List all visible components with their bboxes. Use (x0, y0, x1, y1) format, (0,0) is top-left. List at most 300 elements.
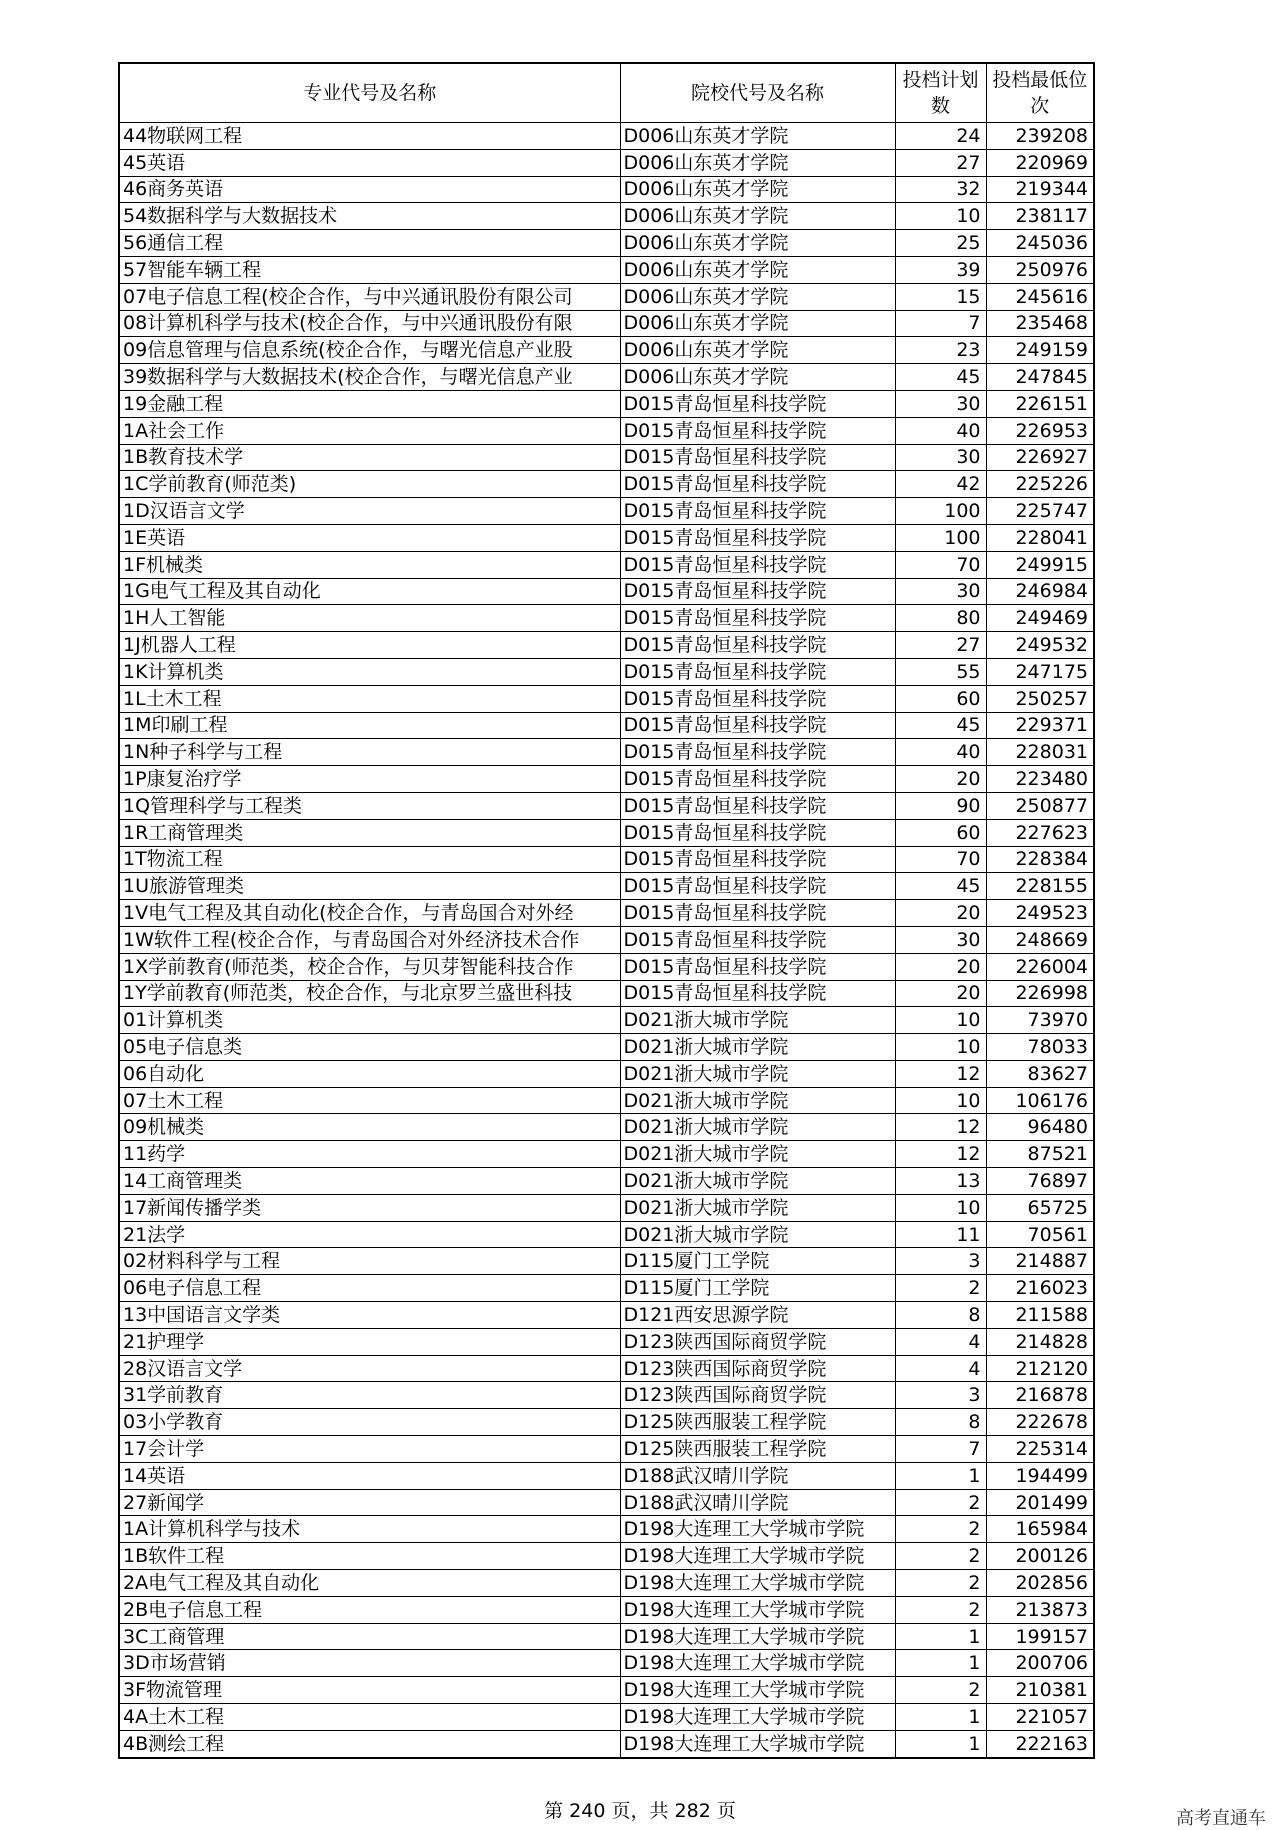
major-cell: 28汉语言文学 (119, 1355, 620, 1382)
major-cell: 14工商管理类 (119, 1168, 620, 1195)
school-cell: D015青岛恒星科技学院 (620, 873, 895, 900)
min-rank-cell: 76897 (986, 1168, 1094, 1195)
min-rank-cell: 248669 (986, 926, 1094, 953)
major-cell: 2B电子信息工程 (119, 1596, 620, 1623)
page-footer: 第 240 页，共 282 页 (544, 1800, 736, 1822)
school-cell: D021浙大城市学院 (620, 1034, 895, 1061)
table-row (119, 1382, 1094, 1409)
school-cell: D006山东英才学院 (620, 256, 895, 283)
major-cell: 2A电气工程及其自动化 (119, 1570, 620, 1597)
table-body (119, 123, 1094, 1758)
major-cell: 08计算机科学与技术(校企合作，与中兴通讯股份有限 (119, 310, 620, 337)
school-cell: D015青岛恒星科技学院 (620, 658, 895, 685)
header-plan-count: 投档计划数 (895, 63, 986, 123)
plan-count-cell: 8 (895, 1302, 986, 1329)
major-cell: 1U旅游管理类 (119, 873, 620, 900)
min-rank-cell: 200706 (986, 1650, 1094, 1677)
major-cell: 06自动化 (119, 1060, 620, 1087)
plan-count-cell: 1 (895, 1462, 986, 1489)
table-row (119, 1275, 1094, 1302)
school-cell: D198大连理工大学城市学院 (620, 1516, 895, 1543)
plan-count-cell: 1 (895, 1623, 986, 1650)
plan-count-cell: 2 (895, 1596, 986, 1623)
major-cell: 57智能车辆工程 (119, 256, 620, 283)
school-cell: D015青岛恒星科技学院 (620, 417, 895, 444)
plan-count-cell: 2 (895, 1677, 986, 1704)
table-row (119, 1623, 1094, 1650)
table-row (119, 524, 1094, 551)
table-row (119, 256, 1094, 283)
table-row (119, 1462, 1094, 1489)
school-cell: D021浙大城市学院 (620, 1194, 895, 1221)
major-cell: 3C工商管理 (119, 1623, 620, 1650)
plan-count-cell: 10 (895, 1034, 986, 1061)
major-cell: 21护理学 (119, 1328, 620, 1355)
plan-count-cell: 10 (895, 1194, 986, 1221)
school-cell: D198大连理工大学城市学院 (620, 1570, 895, 1597)
min-rank-cell: 212120 (986, 1355, 1094, 1382)
table-row (119, 310, 1094, 337)
min-rank-cell: 239208 (986, 123, 1094, 150)
table-row (119, 498, 1094, 525)
school-cell: D015青岛恒星科技学院 (620, 685, 895, 712)
table-row (119, 230, 1094, 257)
plan-count-cell: 8 (895, 1409, 986, 1436)
school-cell: D006山东英才学院 (620, 364, 895, 391)
major-cell: 39数据科学与大数据技术(校企合作，与曙光信息产业 (119, 364, 620, 391)
table-row (119, 149, 1094, 176)
plan-count-cell: 27 (895, 149, 986, 176)
plan-count-cell: 20 (895, 953, 986, 980)
table-row (119, 578, 1094, 605)
min-rank-cell: 200126 (986, 1543, 1094, 1570)
major-cell: 1K计算机类 (119, 658, 620, 685)
school-cell: D021浙大城市学院 (620, 1087, 895, 1114)
school-cell: D115厦门工学院 (620, 1248, 895, 1275)
min-rank-cell: 225314 (986, 1436, 1094, 1463)
major-cell: 3F物流管理 (119, 1677, 620, 1704)
table-row (119, 846, 1094, 873)
school-cell: D015青岛恒星科技学院 (620, 739, 895, 766)
min-rank-cell: 235468 (986, 310, 1094, 337)
table-row (119, 1409, 1094, 1436)
plan-count-cell: 32 (895, 176, 986, 203)
table-row (119, 1194, 1094, 1221)
plan-count-cell: 40 (895, 417, 986, 444)
table-row (119, 900, 1094, 927)
plan-count-cell: 27 (895, 632, 986, 659)
plan-count-cell: 40 (895, 739, 986, 766)
school-cell: D006山东英才学院 (620, 203, 895, 230)
major-cell: 17会计学 (119, 1436, 620, 1463)
plan-count-cell: 3 (895, 1248, 986, 1275)
plan-count-cell: 30 (895, 926, 986, 953)
admission-table (118, 62, 1095, 1759)
table-row (119, 1060, 1094, 1087)
major-cell: 1C学前教育(师范类) (119, 471, 620, 498)
min-rank-cell: 225747 (986, 498, 1094, 525)
table-row (119, 819, 1094, 846)
school-cell: D021浙大城市学院 (620, 1114, 895, 1141)
min-rank-cell: 249159 (986, 337, 1094, 364)
min-rank-cell: 220969 (986, 149, 1094, 176)
plan-count-cell: 20 (895, 980, 986, 1007)
major-cell: 1M印刷工程 (119, 712, 620, 739)
min-rank-cell: 226998 (986, 980, 1094, 1007)
min-rank-cell: 226151 (986, 390, 1094, 417)
table-row (119, 792, 1094, 819)
table-row (119, 471, 1094, 498)
school-cell: D198大连理工大学城市学院 (620, 1704, 895, 1731)
major-cell: 1E英语 (119, 524, 620, 551)
major-cell: 01计算机类 (119, 1007, 620, 1034)
major-cell: 45英语 (119, 149, 620, 176)
table-row (119, 123, 1094, 150)
plan-count-cell: 42 (895, 471, 986, 498)
plan-count-cell: 30 (895, 444, 986, 471)
school-cell: D015青岛恒星科技学院 (620, 524, 895, 551)
table-row (119, 1436, 1094, 1463)
table-row (119, 632, 1094, 659)
plan-count-cell: 2 (895, 1570, 986, 1597)
school-cell: D006山东英才学院 (620, 337, 895, 364)
major-cell: 1D汉语言文学 (119, 498, 620, 525)
school-cell: D006山东英才学院 (620, 230, 895, 257)
plan-count-cell: 30 (895, 390, 986, 417)
table-row (119, 1168, 1094, 1195)
major-cell: 1X学前教育(师范类，校企合作，与贝芽智能科技合作 (119, 953, 620, 980)
school-cell: D123陕西国际商贸学院 (620, 1355, 895, 1382)
table-row (119, 926, 1094, 953)
school-cell: D015青岛恒星科技学院 (620, 632, 895, 659)
major-cell: 46商务英语 (119, 176, 620, 203)
table-row (119, 1007, 1094, 1034)
school-cell: D021浙大城市学院 (620, 1168, 895, 1195)
table-row (119, 1650, 1094, 1677)
table-row (119, 1034, 1094, 1061)
table-row (119, 712, 1094, 739)
table-row (119, 766, 1094, 793)
min-rank-cell: 214828 (986, 1328, 1094, 1355)
major-cell: 1F机械类 (119, 551, 620, 578)
min-rank-cell: 213873 (986, 1596, 1094, 1623)
plan-count-cell: 23 (895, 337, 986, 364)
school-cell: D015青岛恒星科技学院 (620, 498, 895, 525)
plan-count-cell: 80 (895, 605, 986, 632)
plan-count-cell: 2 (895, 1275, 986, 1302)
major-cell: 09信息管理与信息系统(校企合作，与曙光信息产业股 (119, 337, 620, 364)
plan-count-cell: 13 (895, 1168, 986, 1195)
min-rank-cell: 227623 (986, 819, 1094, 846)
table-row (119, 283, 1094, 310)
plan-count-cell: 3 (895, 1382, 986, 1409)
min-rank-cell: 221057 (986, 1704, 1094, 1731)
plan-count-cell: 10 (895, 1087, 986, 1114)
min-rank-cell: 96480 (986, 1114, 1094, 1141)
min-rank-cell: 226953 (986, 417, 1094, 444)
major-cell: 1L土木工程 (119, 685, 620, 712)
major-cell: 1P康复治疗学 (119, 766, 620, 793)
plan-count-cell: 10 (895, 203, 986, 230)
min-rank-cell: 210381 (986, 1677, 1094, 1704)
min-rank-cell: 106176 (986, 1087, 1094, 1114)
plan-count-cell: 45 (895, 364, 986, 391)
major-cell: 4A土木工程 (119, 1704, 620, 1731)
table-row (119, 1302, 1094, 1329)
school-cell: D015青岛恒星科技学院 (620, 578, 895, 605)
major-cell: 1W软件工程(校企合作，与青岛国合对外经济技术合作 (119, 926, 620, 953)
min-rank-cell: 70561 (986, 1221, 1094, 1248)
major-cell: 02材料科学与工程 (119, 1248, 620, 1275)
min-rank-cell: 223480 (986, 766, 1094, 793)
table-row (119, 444, 1094, 471)
major-cell: 1V电气工程及其自动化(校企合作，与青岛国合对外经 (119, 900, 620, 927)
major-cell: 17新闻传播学类 (119, 1194, 620, 1221)
school-cell: D015青岛恒星科技学院 (620, 980, 895, 1007)
school-cell: D015青岛恒星科技学院 (620, 926, 895, 953)
plan-count-cell: 12 (895, 1060, 986, 1087)
table-row (119, 1489, 1094, 1516)
major-cell: 31学前教育 (119, 1382, 620, 1409)
school-cell: D006山东英才学院 (620, 283, 895, 310)
table-row (119, 1114, 1094, 1141)
table-row (119, 1248, 1094, 1275)
school-cell: D006山东英才学院 (620, 310, 895, 337)
plan-count-cell: 55 (895, 658, 986, 685)
table-row (119, 1141, 1094, 1168)
plan-count-cell: 39 (895, 256, 986, 283)
min-rank-cell: 216023 (986, 1275, 1094, 1302)
min-rank-cell: 226004 (986, 953, 1094, 980)
plan-count-cell: 70 (895, 846, 986, 873)
plan-count-cell: 20 (895, 900, 986, 927)
table-row (119, 417, 1094, 444)
plan-count-cell: 7 (895, 1436, 986, 1463)
plan-count-cell: 1 (895, 1650, 986, 1677)
table-row (119, 203, 1094, 230)
table-row (119, 176, 1094, 203)
plan-count-cell: 30 (895, 578, 986, 605)
school-cell: D198大连理工大学城市学院 (620, 1650, 895, 1677)
table-row (119, 1677, 1094, 1704)
plan-count-cell: 45 (895, 712, 986, 739)
min-rank-cell: 222678 (986, 1409, 1094, 1436)
plan-count-cell: 100 (895, 524, 986, 551)
school-cell: D015青岛恒星科技学院 (620, 953, 895, 980)
school-cell: D198大连理工大学城市学院 (620, 1730, 895, 1757)
table-row (119, 1221, 1094, 1248)
table-row (119, 337, 1094, 364)
plan-count-cell: 2 (895, 1516, 986, 1543)
major-cell: 13中国语言文学类 (119, 1302, 620, 1329)
major-cell: 14英语 (119, 1462, 620, 1489)
plan-count-cell: 2 (895, 1543, 986, 1570)
major-cell: 07电子信息工程(校企合作，与中兴通讯股份有限公司 (119, 283, 620, 310)
plan-count-cell: 60 (895, 685, 986, 712)
plan-count-cell: 15 (895, 283, 986, 310)
school-cell: D015青岛恒星科技学院 (620, 712, 895, 739)
plan-count-cell: 25 (895, 230, 986, 257)
major-cell: 07土木工程 (119, 1087, 620, 1114)
table-row (119, 1328, 1094, 1355)
min-rank-cell: 216878 (986, 1382, 1094, 1409)
table-header-row (119, 63, 1094, 123)
min-rank-cell: 246984 (986, 578, 1094, 605)
table-row (119, 739, 1094, 766)
min-rank-cell: 165984 (986, 1516, 1094, 1543)
min-rank-cell: 226927 (986, 444, 1094, 471)
min-rank-cell: 219344 (986, 176, 1094, 203)
school-cell: D188武汉晴川学院 (620, 1462, 895, 1489)
major-cell: 21法学 (119, 1221, 620, 1248)
table-row (119, 685, 1094, 712)
school-cell: D198大连理工大学城市学院 (620, 1677, 895, 1704)
table-row (119, 605, 1094, 632)
major-cell: 1Y学前教育(师范类，校企合作，与北京罗兰盛世科技 (119, 980, 620, 1007)
school-cell: D021浙大城市学院 (620, 1007, 895, 1034)
table-row (119, 953, 1094, 980)
school-cell: D121西安思源学院 (620, 1302, 895, 1329)
min-rank-cell: 245036 (986, 230, 1094, 257)
min-rank-cell: 249469 (986, 605, 1094, 632)
min-rank-cell: 228384 (986, 846, 1094, 873)
header-major: 专业代号及名称 (119, 63, 620, 123)
school-cell: D015青岛恒星科技学院 (620, 390, 895, 417)
school-cell: D123陕西国际商贸学院 (620, 1328, 895, 1355)
major-cell: 4B测绘工程 (119, 1730, 620, 1757)
school-cell: D006山东英才学院 (620, 123, 895, 150)
school-cell: D015青岛恒星科技学院 (620, 551, 895, 578)
min-rank-cell: 247845 (986, 364, 1094, 391)
min-rank-cell: 228031 (986, 739, 1094, 766)
table-row (119, 1704, 1094, 1731)
major-cell: 1J机器人工程 (119, 632, 620, 659)
min-rank-cell: 249532 (986, 632, 1094, 659)
min-rank-cell: 250257 (986, 685, 1094, 712)
table-row (119, 980, 1094, 1007)
plan-count-cell: 90 (895, 792, 986, 819)
table-row (119, 658, 1094, 685)
school-cell: D198大连理工大学城市学院 (620, 1543, 895, 1570)
major-cell: 09机械类 (119, 1114, 620, 1141)
min-rank-cell: 87521 (986, 1141, 1094, 1168)
school-cell: D198大连理工大学城市学院 (620, 1596, 895, 1623)
major-cell: 44物联网工程 (119, 123, 620, 150)
min-rank-cell: 199157 (986, 1623, 1094, 1650)
major-cell: 05电子信息类 (119, 1034, 620, 1061)
plan-count-cell: 1 (895, 1704, 986, 1731)
table-row (119, 364, 1094, 391)
major-cell: 1G电气工程及其自动化 (119, 578, 620, 605)
table-row (119, 1087, 1094, 1114)
school-cell: D123陕西国际商贸学院 (620, 1382, 895, 1409)
major-cell: 06电子信息工程 (119, 1275, 620, 1302)
major-cell: 1H人工智能 (119, 605, 620, 632)
min-rank-cell: 225226 (986, 471, 1094, 498)
school-cell: D015青岛恒星科技学院 (620, 766, 895, 793)
school-cell: D015青岛恒星科技学院 (620, 471, 895, 498)
school-cell: D015青岛恒星科技学院 (620, 605, 895, 632)
table-row (119, 1596, 1094, 1623)
school-cell: D015青岛恒星科技学院 (620, 900, 895, 927)
plan-count-cell: 12 (895, 1114, 986, 1141)
plan-count-cell: 7 (895, 310, 986, 337)
school-cell: D115厦门工学院 (620, 1275, 895, 1302)
major-cell: 1N种子科学与工程 (119, 739, 620, 766)
table-row (119, 1516, 1094, 1543)
school-cell: D021浙大城市学院 (620, 1221, 895, 1248)
min-rank-cell: 250877 (986, 792, 1094, 819)
min-rank-cell: 211588 (986, 1302, 1094, 1329)
plan-count-cell: 70 (895, 551, 986, 578)
plan-count-cell: 100 (895, 498, 986, 525)
min-rank-cell: 83627 (986, 1060, 1094, 1087)
min-rank-cell: 245616 (986, 283, 1094, 310)
min-rank-cell: 249915 (986, 551, 1094, 578)
school-cell: D198大连理工大学城市学院 (620, 1623, 895, 1650)
major-cell: 3D市场营销 (119, 1650, 620, 1677)
major-cell: 27新闻学 (119, 1489, 620, 1516)
major-cell: 1Q管理科学与工程类 (119, 792, 620, 819)
min-rank-cell: 229371 (986, 712, 1094, 739)
table-row (119, 1543, 1094, 1570)
table-row (119, 1570, 1094, 1597)
major-cell: 1R工商管理类 (119, 819, 620, 846)
table-row (119, 390, 1094, 417)
major-cell: 56通信工程 (119, 230, 620, 257)
major-cell: 1A计算机科学与技术 (119, 1516, 620, 1543)
min-rank-cell: 194499 (986, 1462, 1094, 1489)
header-school: 院校代号及名称 (620, 63, 895, 123)
min-rank-cell: 249523 (986, 900, 1094, 927)
school-cell: D006山东英才学院 (620, 176, 895, 203)
school-cell: D188武汉晴川学院 (620, 1489, 895, 1516)
school-cell: D021浙大城市学院 (620, 1141, 895, 1168)
min-rank-cell: 250976 (986, 256, 1094, 283)
table-row (119, 873, 1094, 900)
plan-count-cell: 11 (895, 1221, 986, 1248)
major-cell: 1A社会工作 (119, 417, 620, 444)
min-rank-cell: 73970 (986, 1007, 1094, 1034)
major-cell: 54数据科学与大数据技术 (119, 203, 620, 230)
major-cell: 19金融工程 (119, 390, 620, 417)
plan-count-cell: 1 (895, 1730, 986, 1757)
plan-count-cell: 45 (895, 873, 986, 900)
header-min-rank: 投档最低位次 (986, 63, 1094, 123)
plan-count-cell: 10 (895, 1007, 986, 1034)
min-rank-cell: 214887 (986, 1248, 1094, 1275)
min-rank-cell: 228155 (986, 873, 1094, 900)
major-cell: 1B教育技术学 (119, 444, 620, 471)
table-row (119, 1355, 1094, 1382)
watermark: 高考直通车 (1176, 1808, 1266, 1829)
plan-count-cell: 4 (895, 1328, 986, 1355)
min-rank-cell: 78033 (986, 1034, 1094, 1061)
plan-count-cell: 2 (895, 1489, 986, 1516)
school-cell: D015青岛恒星科技学院 (620, 792, 895, 819)
school-cell: D125陕西服装工程学院 (620, 1409, 895, 1436)
plan-count-cell: 12 (895, 1141, 986, 1168)
min-rank-cell: 201499 (986, 1489, 1094, 1516)
min-rank-cell: 238117 (986, 203, 1094, 230)
plan-count-cell: 60 (895, 819, 986, 846)
school-cell: D021浙大城市学院 (620, 1060, 895, 1087)
min-rank-cell: 247175 (986, 658, 1094, 685)
major-cell: 03小学教育 (119, 1409, 620, 1436)
plan-count-cell: 20 (895, 766, 986, 793)
major-cell: 1T物流工程 (119, 846, 620, 873)
major-cell: 1B软件工程 (119, 1543, 620, 1570)
